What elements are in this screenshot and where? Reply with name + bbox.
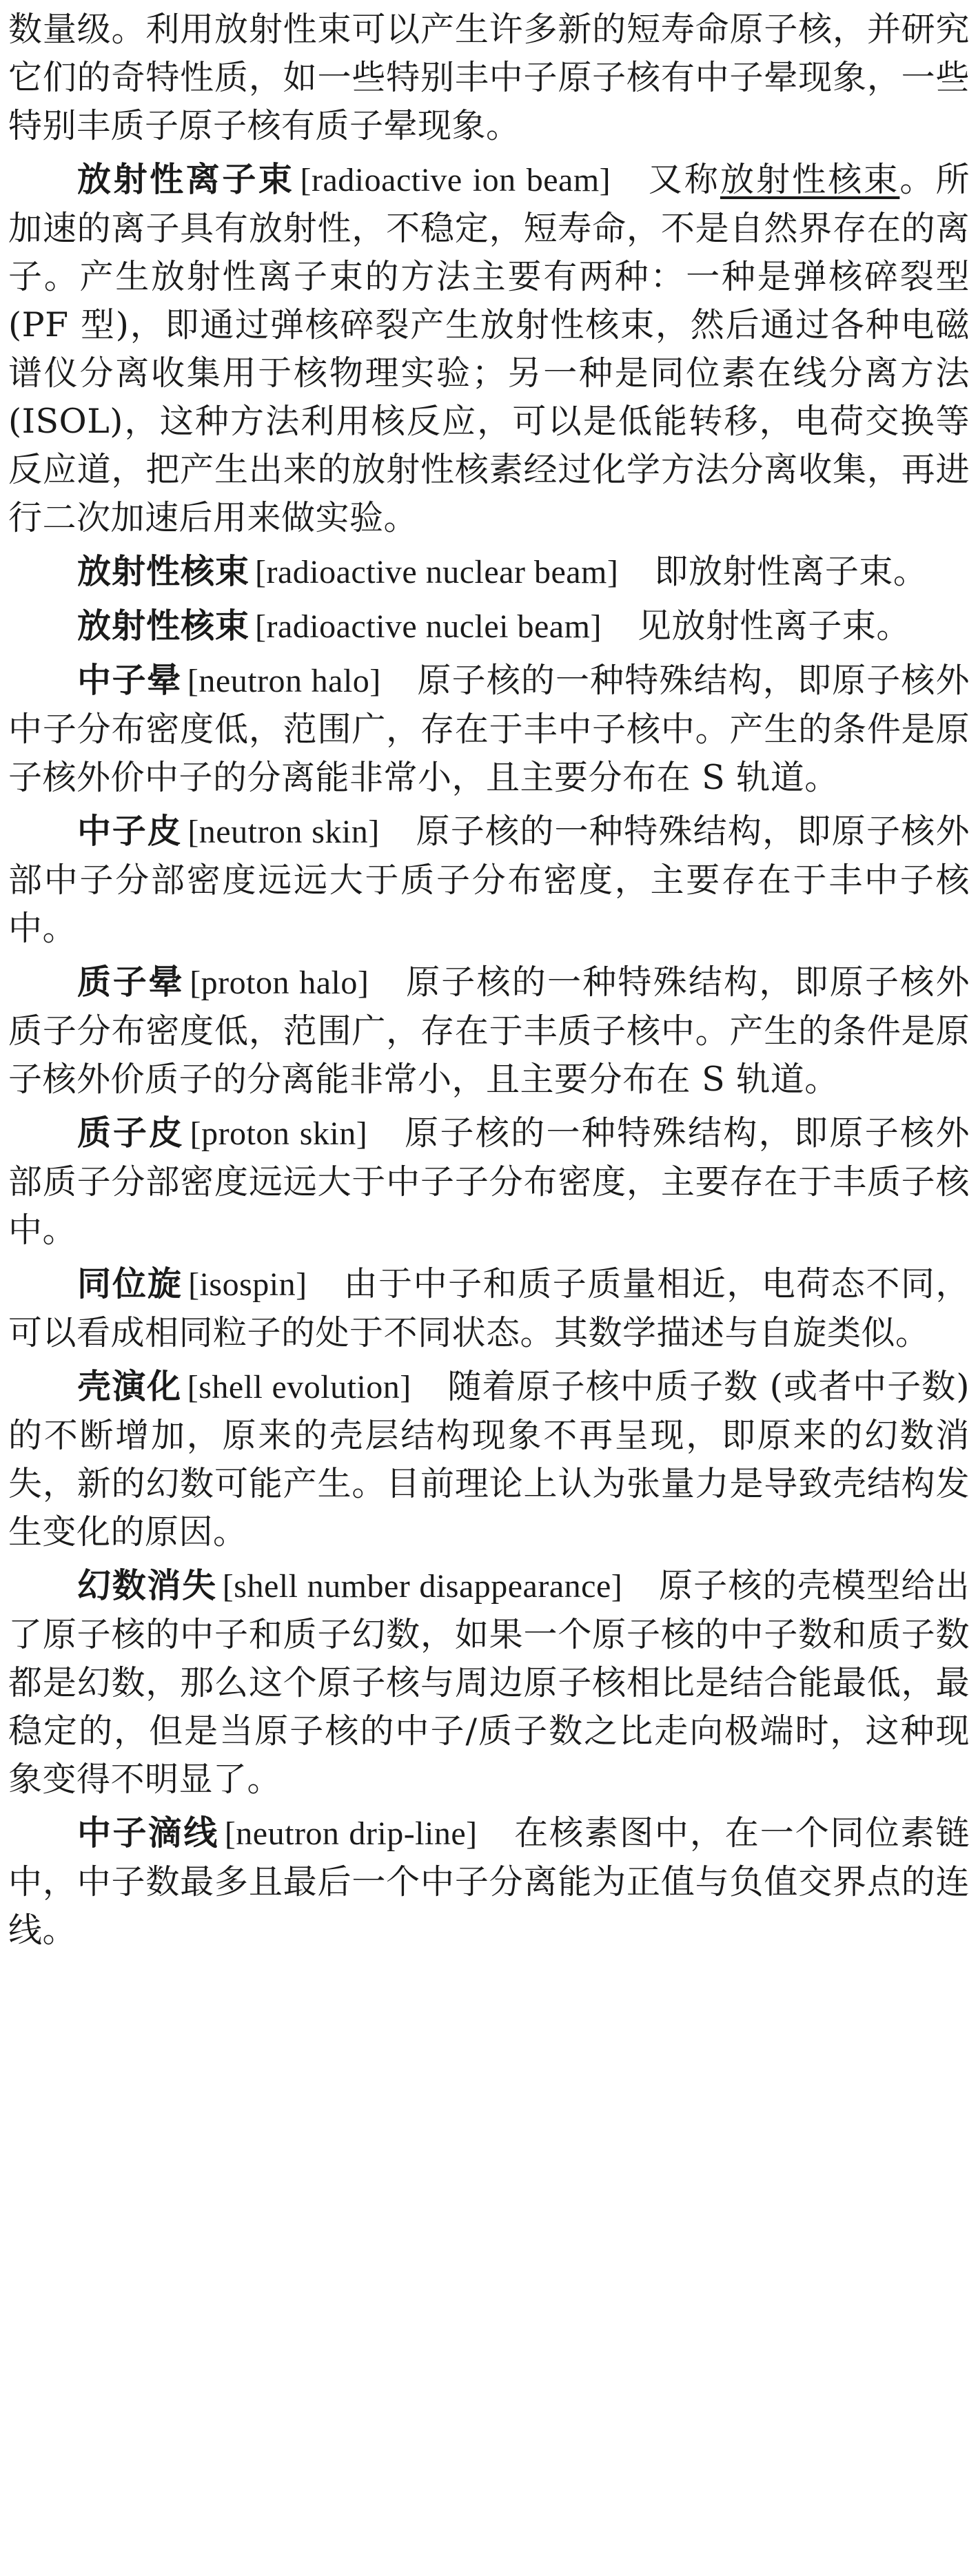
entry-term: [neutron skin] [187, 814, 380, 850]
entry-headword: 放射性核束 [77, 552, 250, 591]
cross-reference-link[interactable]: 放射性核束 [720, 160, 900, 199]
entry-term: [radioactive nuclear beam] [255, 554, 619, 590]
entry-body: 原子核的壳模型给出了原子核的中子和质子幻数，如果一个原子核的中子数和质子数都是幻数，那么这个原子核与周边原子核相比是结合能最低，最稳定的，但是当原子核的中子/质子数之比走向极端时，这种现象变得不明显了。 [8, 1566, 970, 1799]
entry-headword: 中子皮 [77, 812, 183, 851]
entry-headword: 质子晕 [77, 962, 185, 1002]
entry-body: 由于中子和质子质量相近，电荷态不同，可以看成相同粒子的处于不同状态。其数学描述与自旋类似。 [8, 1264, 970, 1352]
entry-shell-evolution [8, 1363, 970, 1556]
entry-body: 即放射性离子束。 [654, 552, 928, 591]
entry-proton-skin [8, 1109, 970, 1255]
entry-neutron-halo [8, 657, 970, 802]
entry-prefix: 又称 [646, 160, 720, 199]
entry-radioactive-ion-beam [8, 156, 970, 542]
entry-radioactive-nuclei-beam [8, 602, 970, 651]
entry-term: [shell evolution] [187, 1369, 411, 1405]
entry-body: 见放射性离子束。 [637, 606, 910, 646]
entry-headword: 放射性核束 [77, 606, 250, 646]
entry-proton-halo [8, 958, 970, 1104]
entry-isospin [8, 1260, 970, 1357]
entry-term: [radioactive nuclei beam] [255, 608, 602, 645]
entry-term: [radioactive ion beam] [300, 162, 611, 198]
entry-neutron-drip-line [8, 1809, 970, 1955]
entry-body: 原子核的一种特殊结构，即原子核外部中子分部密度远远大于质子分布密度，主要存在于丰中子核中。 [8, 812, 970, 948]
entry-body: 原子核的一种特殊结构，即原子核外质子分布密度低，范围广，存在于丰质子核中。产生的条件是原子核外价质子的分离能非常小，且主要分布在 S 轨道。 [8, 962, 970, 1099]
entry-radioactive-nuclear-beam [8, 548, 970, 597]
intro-paragraph [8, 6, 970, 150]
entry-headword: 幻数消失 [77, 1566, 217, 1605]
entry-term: [proton halo] [190, 965, 369, 1001]
entry-term: [isospin] [188, 1266, 307, 1303]
entry-headword: 中子滴线 [77, 1813, 219, 1853]
intro-text: 数量级。利用放射性束可以产生许多新的短寿命原子核，并研究它们的奇特性质，如一些特别丰中子原子核有中子晕现象，一些特别丰质子原子核有质子晕现象。 [8, 10, 970, 145]
entry-body: 在核素图中，在一个同位素链中，中子数最多且最后一个中子分离能为正值与负值交界点的连线。 [8, 1813, 970, 1950]
entry-term: [neutron halo] [187, 663, 381, 699]
entry-headword: 壳演化 [77, 1367, 182, 1406]
entry-body: 原子核的一种特殊结构，即原子核外中子分布密度低，范围广，存在于丰中子核中。产生的条件是原子核外价中子的分离能非常小，且主要分布在 S 轨道。 [8, 661, 970, 797]
entry-term: [shell number disappearance] [222, 1568, 623, 1605]
entry-headword: 同位旋 [77, 1264, 183, 1304]
entry-headword: 中子晕 [77, 661, 182, 700]
entry-term: [neutron drip-line] [224, 1815, 478, 1852]
entry-headword: 放射性离子束 [77, 160, 295, 199]
entry-neutron-skin [8, 807, 970, 953]
entry-body: 原子核的一种特殊结构，即原子核外部质子分部密度远远大于中子子分布密度，主要存在于丰质子核中。 [8, 1113, 970, 1250]
entry-headword: 质子皮 [77, 1113, 185, 1153]
entry-term: [proton skin] [190, 1115, 368, 1152]
entry-body: 。所加速的离子具有放射性，不稳定，短寿命，不是自然界存在的离子。产生放射性离子束的方法主要有两种：一种是弹核碎裂型 (PF 型)，即通过弹核碎裂产生放射性核束，然后通过各种电磁谱仪分离收集用于核物理实验；另一种是同位素在线分离方法 (ISOL)，这种方法利用核反应，可以是低能转移，电荷交换等反应道，把产生出来的放射性核素经过化学方法分离收集，再进行二次加速后用来做实验。 [8, 160, 970, 537]
entry-body: 随着原子核中质子数 (或者中子数) 的不断增加，原来的壳层结构现象不再呈现，即原来的幻数消失，新的幻数可能产生。目前理论上认为张量力是导致壳结构发生变化的原因。 [8, 1367, 970, 1552]
entry-shell-number-disappearance [8, 1562, 970, 1804]
